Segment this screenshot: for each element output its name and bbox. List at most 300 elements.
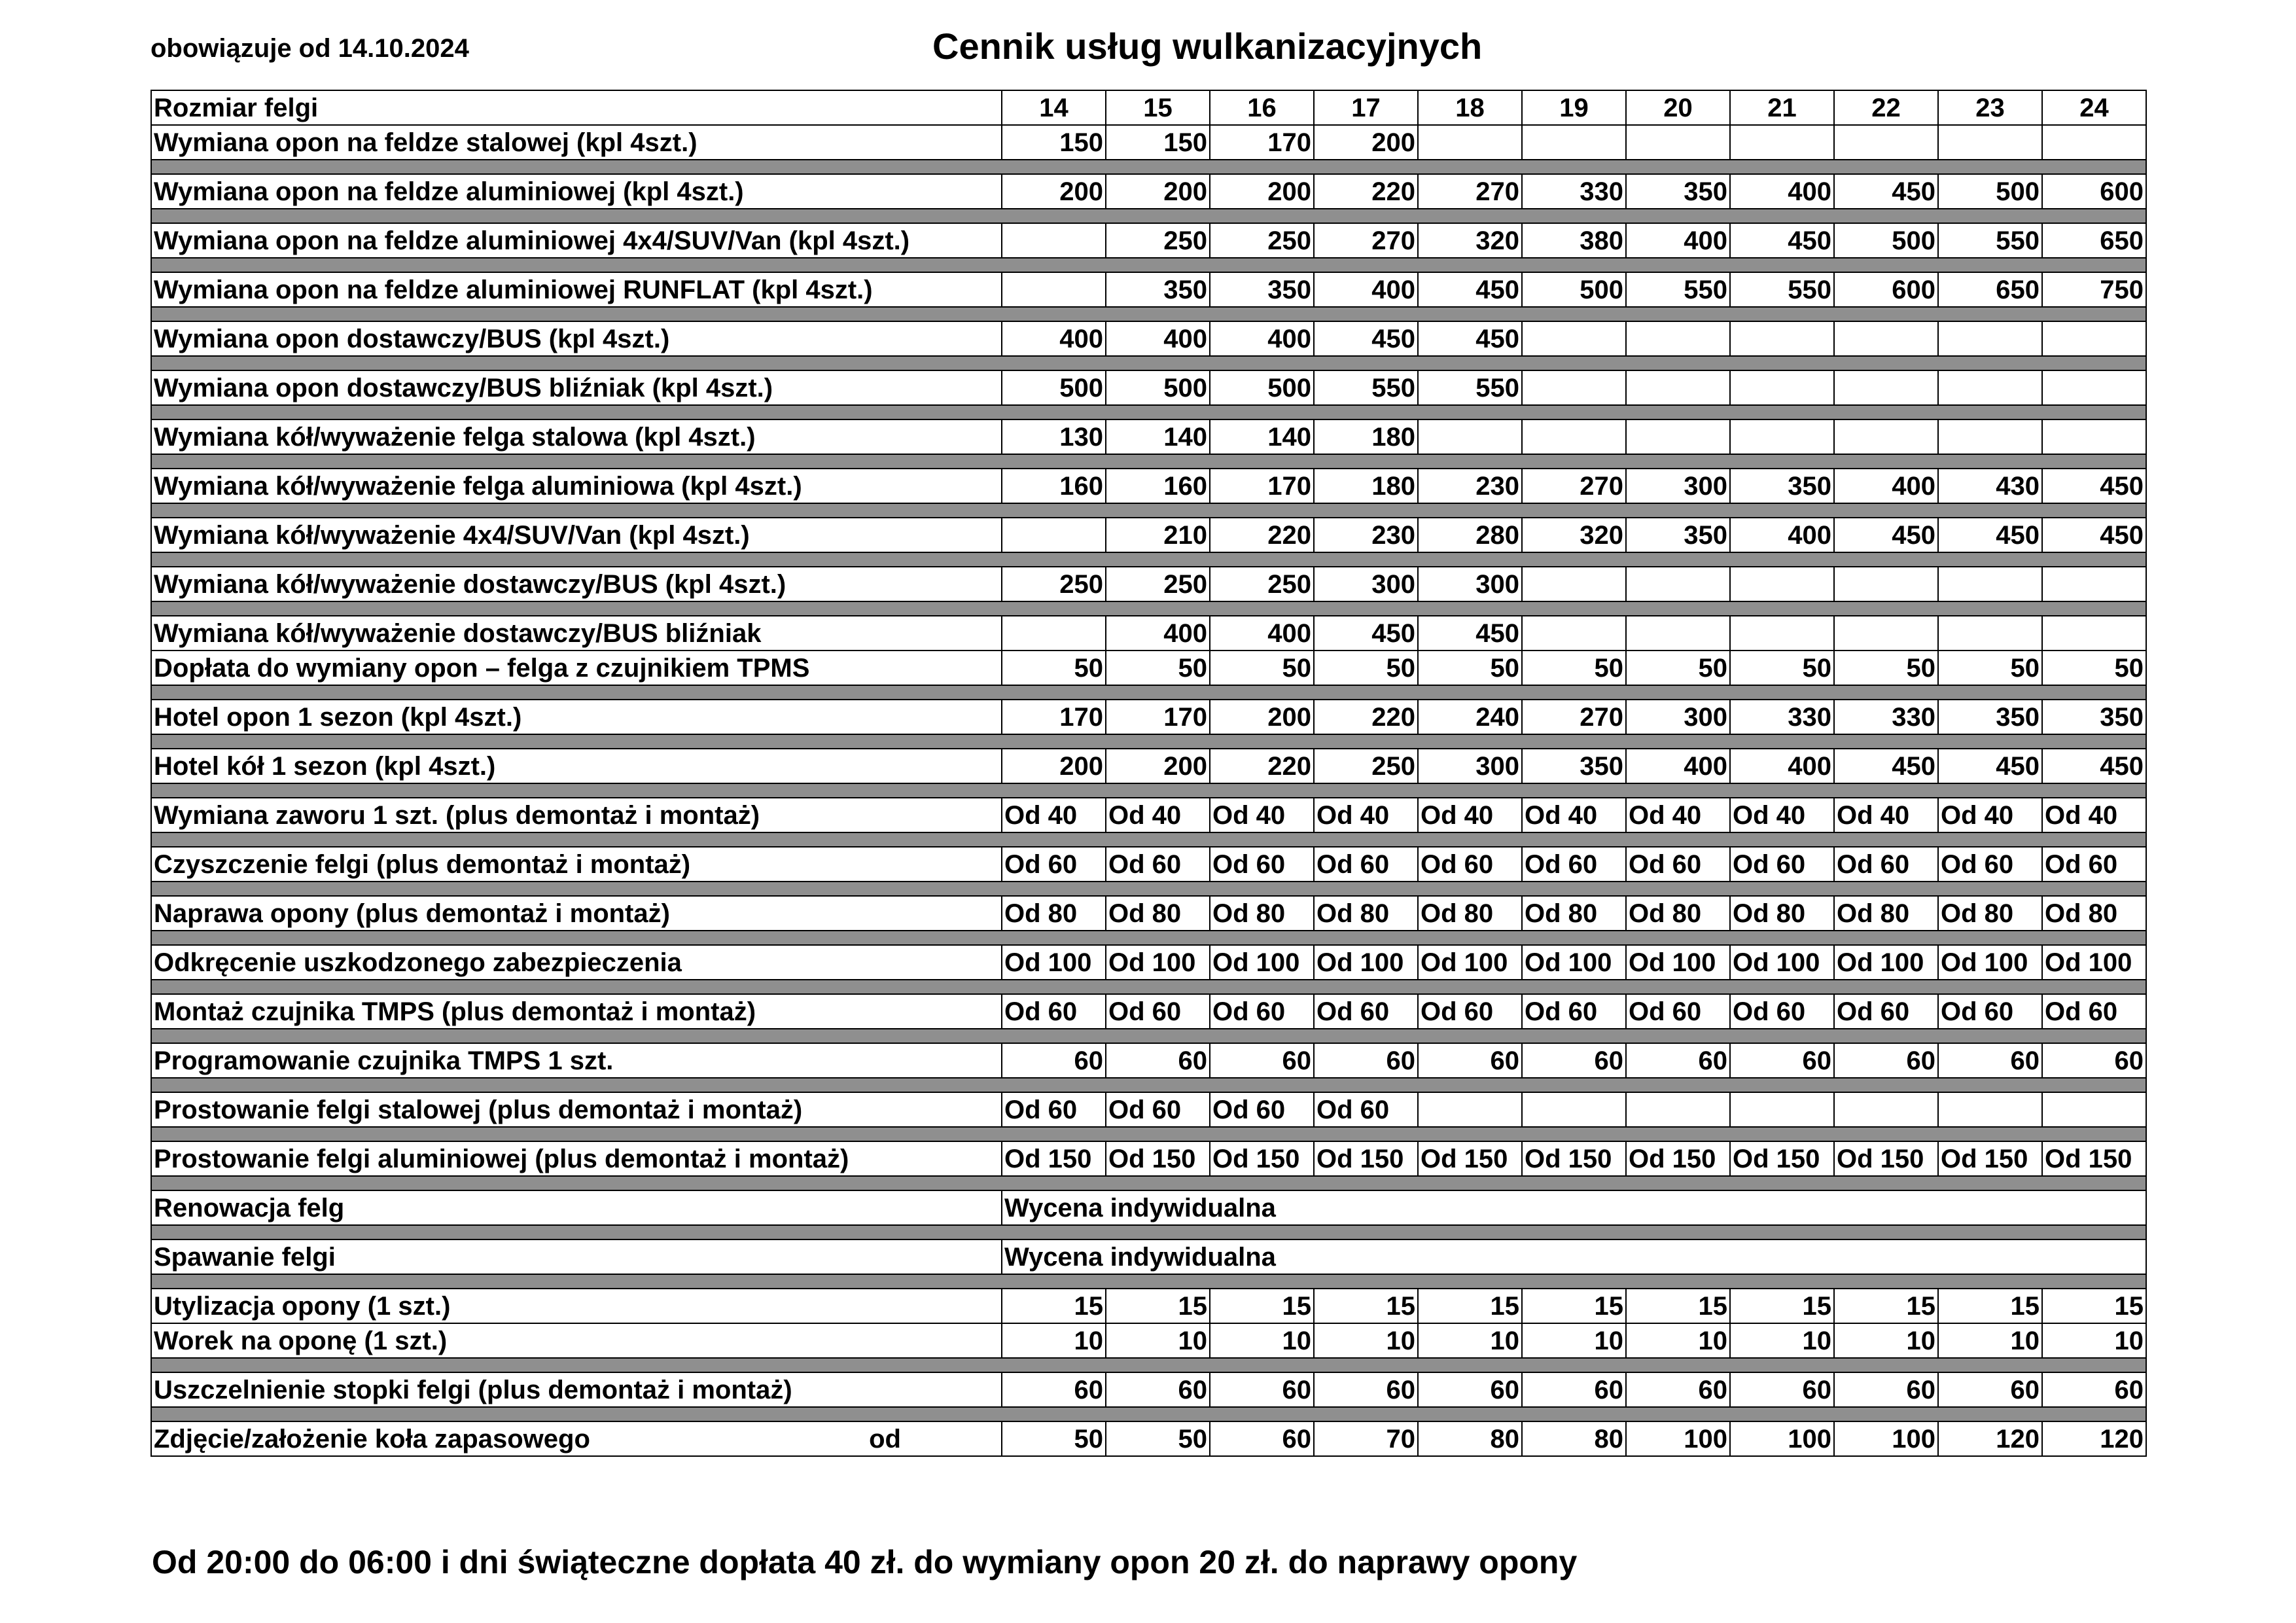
price-cell: 60 xyxy=(1730,1372,1834,1407)
price-cell: Od 60 xyxy=(1002,847,1106,882)
table-row xyxy=(151,419,2146,454)
price-cell xyxy=(1730,125,1834,160)
price-table-body xyxy=(151,90,2146,1456)
price-cell: 140 xyxy=(1106,419,1210,454)
price-cell: 10 xyxy=(2042,1323,2146,1358)
price-cell: Od 100 xyxy=(1106,945,1210,980)
price-cell xyxy=(2042,1092,2146,1127)
price-cell: 300 xyxy=(1314,567,1418,601)
service-label: Montaż czujnika TMPS (plus demontaż i montaż) xyxy=(151,994,1002,1029)
price-cell: Od 150 xyxy=(1418,1141,1522,1176)
price-cell: Od 80 xyxy=(1418,896,1522,931)
price-cell xyxy=(1418,1092,1522,1127)
price-cell: 550 xyxy=(1938,223,2042,258)
price-cell: Od 100 xyxy=(1730,945,1834,980)
price-cell: 50 xyxy=(1314,651,1418,685)
price-cell: Od 100 xyxy=(1522,945,1626,980)
price-cell: 15 xyxy=(1626,1289,1730,1323)
price-cell: 350 xyxy=(1106,272,1210,307)
price-cell: Od 150 xyxy=(2042,1141,2146,1176)
price-cell: 10 xyxy=(1834,1323,1938,1358)
valid-from-date: obowiązuje od 14.10.2024 xyxy=(150,34,469,63)
price-cell: 10 xyxy=(1626,1323,1730,1358)
price-cell: Od 150 xyxy=(1106,1141,1210,1176)
price-cell xyxy=(1002,518,1106,552)
price-cell xyxy=(2042,125,2146,160)
row-separator xyxy=(151,685,2146,700)
row-separator-bar xyxy=(151,980,2146,994)
price-cell: 150 xyxy=(1106,125,1210,160)
price-cell: Od 60 xyxy=(1834,847,1938,882)
price-cell xyxy=(1626,616,1730,651)
price-cell: Od 40 xyxy=(1938,798,2042,832)
table-row xyxy=(151,1289,2146,1323)
service-label: Wymiana zaworu 1 szt. (plus demontaż i montaż) xyxy=(151,798,1002,832)
table-row xyxy=(151,174,2146,209)
price-cell: 430 xyxy=(1938,469,2042,503)
header-size: 14 xyxy=(1002,90,1106,125)
price-cell: Od 60 xyxy=(2042,994,2146,1029)
price-cell: Od 100 xyxy=(1418,945,1522,980)
price-cell: 100 xyxy=(1834,1421,1938,1456)
price-cell-individual: Wycena indywidualna xyxy=(1002,1240,2146,1274)
price-cell: Od 60 xyxy=(2042,847,2146,882)
table-row xyxy=(151,1372,2146,1407)
price-cell xyxy=(1418,419,1522,454)
price-cell: 250 xyxy=(1314,749,1418,783)
price-cell: 350 xyxy=(1626,518,1730,552)
table-row xyxy=(151,651,2146,685)
price-cell xyxy=(1730,1092,1834,1127)
price-cell: 250 xyxy=(1002,567,1106,601)
price-cell: 120 xyxy=(2042,1421,2146,1456)
price-cell: Od 40 xyxy=(1522,798,1626,832)
price-cell: 300 xyxy=(1418,567,1522,601)
header-size: 23 xyxy=(1938,90,2042,125)
price-cell xyxy=(1626,419,1730,454)
price-cell: 400 xyxy=(1730,749,1834,783)
row-separator-bar xyxy=(151,783,2146,798)
price-cell: 50 xyxy=(1210,651,1314,685)
row-separator xyxy=(151,734,2146,749)
row-separator-bar xyxy=(151,1176,2146,1190)
price-cell xyxy=(2042,321,2146,356)
row-separator xyxy=(151,601,2146,616)
price-cell: Od 150 xyxy=(1002,1141,1106,1176)
service-label: Wymiana opon na feldze stalowej (kpl 4szt.) xyxy=(151,125,1002,160)
price-cell: 270 xyxy=(1522,469,1626,503)
price-cell: Od 150 xyxy=(1938,1141,2042,1176)
service-label: Wymiana kół/wyważenie dostawczy/BUS bliźniak xyxy=(151,616,1002,651)
price-cell xyxy=(2042,370,2146,405)
price-cell: 50 xyxy=(1522,651,1626,685)
price-cell: 80 xyxy=(1522,1421,1626,1456)
price-cell-individual: Wycena indywidualna xyxy=(1002,1190,2146,1225)
price-cell: Od 100 xyxy=(1626,945,1730,980)
price-cell: Od 60 xyxy=(1210,1092,1314,1127)
page-title: Cennik usług wulkanizacyjnych xyxy=(932,26,1483,67)
table-row xyxy=(151,945,2146,980)
price-cell: 450 xyxy=(1938,518,2042,552)
price-cell: 60 xyxy=(1002,1372,1106,1407)
price-cell: Od 80 xyxy=(1314,896,1418,931)
price-cell: Od 80 xyxy=(1106,896,1210,931)
header-size: 16 xyxy=(1210,90,1314,125)
row-separator-bar xyxy=(151,832,2146,847)
price-cell: Od 40 xyxy=(1626,798,1730,832)
price-cell xyxy=(1834,370,1938,405)
price-cell: 15 xyxy=(1314,1289,1418,1323)
price-cell: 200 xyxy=(1314,125,1418,160)
service-label xyxy=(151,1421,1002,1456)
price-cell: 15 xyxy=(1106,1289,1210,1323)
price-cell: 300 xyxy=(1626,700,1730,734)
price-table xyxy=(150,90,2147,1457)
price-cell: 180 xyxy=(1314,419,1418,454)
header-size: 15 xyxy=(1106,90,1210,125)
price-cell: Od 60 xyxy=(1106,1092,1210,1127)
price-cell xyxy=(2042,419,2146,454)
price-cell: 320 xyxy=(1522,518,1626,552)
price-cell: 200 xyxy=(1106,749,1210,783)
price-cell: 50 xyxy=(1106,651,1210,685)
service-label: Worek na oponę (1 szt.) xyxy=(151,1323,1002,1358)
price-cell: 60 xyxy=(2042,1372,2146,1407)
row-separator xyxy=(151,1127,2146,1141)
table-row xyxy=(151,1043,2146,1078)
service-label: Wymiana kół/wyważenie felga stalowa (kpl 4szt.) xyxy=(151,419,1002,454)
table-row xyxy=(151,1421,2146,1456)
price-cell: 500 xyxy=(1938,174,2042,209)
service-label: Spawanie felgi xyxy=(151,1240,1002,1274)
price-cell: 600 xyxy=(2042,174,2146,209)
price-cell: 150 xyxy=(1002,125,1106,160)
price-cell: 330 xyxy=(1522,174,1626,209)
price-cell: 60 xyxy=(2042,1043,2146,1078)
price-cell xyxy=(1522,321,1626,356)
service-label: Prostowanie felgi stalowej (plus demontaż i montaż) xyxy=(151,1092,1002,1127)
price-cell: 450 xyxy=(1418,616,1522,651)
price-cell: 500 xyxy=(1002,370,1106,405)
price-cell: 220 xyxy=(1210,749,1314,783)
price-cell: 350 xyxy=(1522,749,1626,783)
price-cell xyxy=(1522,125,1626,160)
price-cell: Od 60 xyxy=(1418,994,1522,1029)
price-cell: 400 xyxy=(1730,518,1834,552)
price-cell: 50 xyxy=(1106,1421,1210,1456)
price-cell: Od 40 xyxy=(2042,798,2146,832)
price-cell: 450 xyxy=(2042,749,2146,783)
table-row xyxy=(151,896,2146,931)
price-cell: 650 xyxy=(1938,272,2042,307)
price-cell: 270 xyxy=(1522,700,1626,734)
row-separator xyxy=(151,209,2146,223)
price-cell: Od 60 xyxy=(1522,994,1626,1029)
price-cell: 450 xyxy=(1938,749,2042,783)
price-cell: 650 xyxy=(2042,223,2146,258)
row-separator xyxy=(151,1358,2146,1372)
price-cell xyxy=(1938,616,2042,651)
header-size: 17 xyxy=(1314,90,1418,125)
price-cell: 60 xyxy=(1938,1372,2042,1407)
price-cell xyxy=(1730,567,1834,601)
table-row xyxy=(151,1190,2146,1225)
price-cell: 200 xyxy=(1210,174,1314,209)
price-cell: 230 xyxy=(1418,469,1522,503)
price-cell: Od 60 xyxy=(1730,847,1834,882)
price-cell: 270 xyxy=(1418,174,1522,209)
price-cell xyxy=(1626,370,1730,405)
price-cell: 350 xyxy=(1626,174,1730,209)
service-label: Hotel kół 1 sezon (kpl 4szt.) xyxy=(151,749,1002,783)
price-cell: 200 xyxy=(1106,174,1210,209)
price-cell: 60 xyxy=(1002,1043,1106,1078)
price-cell: 160 xyxy=(1106,469,1210,503)
row-separator xyxy=(151,503,2146,518)
table-row xyxy=(151,223,2146,258)
price-cell: 15 xyxy=(1522,1289,1626,1323)
row-separator xyxy=(151,1029,2146,1043)
price-cell: Od 150 xyxy=(1626,1141,1730,1176)
price-cell: Od 60 xyxy=(1938,994,2042,1029)
price-cell: 100 xyxy=(1730,1421,1834,1456)
price-cell: 300 xyxy=(1626,469,1730,503)
price-cell: 60 xyxy=(1834,1043,1938,1078)
table-row xyxy=(151,616,2146,651)
service-label: Programowanie czujnika TMPS 1 szt. xyxy=(151,1043,1002,1078)
price-cell: Od 80 xyxy=(1938,896,2042,931)
price-cell: Od 40 xyxy=(1002,798,1106,832)
row-separator-bar xyxy=(151,160,2146,174)
price-cell: 400 xyxy=(1210,616,1314,651)
price-cell: Od 60 xyxy=(1626,847,1730,882)
price-cell: 250 xyxy=(1210,223,1314,258)
price-cell: Od 150 xyxy=(1834,1141,1938,1176)
price-cell: Od 80 xyxy=(1730,896,1834,931)
price-cell: 330 xyxy=(1834,700,1938,734)
price-cell xyxy=(1730,370,1834,405)
row-separator xyxy=(151,1407,2146,1421)
price-cell xyxy=(1626,321,1730,356)
service-label: Dopłata do wymiany opon – felga z czujnikiem TPMS xyxy=(151,651,1002,685)
price-cell: Od 100 xyxy=(1938,945,2042,980)
price-cell xyxy=(1522,616,1626,651)
price-cell: 180 xyxy=(1314,469,1418,503)
price-cell: 380 xyxy=(1522,223,1626,258)
price-cell: 330 xyxy=(1730,700,1834,734)
price-cell: 250 xyxy=(1210,567,1314,601)
price-cell: Od 60 xyxy=(1730,994,1834,1029)
price-cell: 450 xyxy=(1834,749,1938,783)
price-cell xyxy=(1522,1092,1626,1127)
price-cell xyxy=(1938,1092,2042,1127)
price-cell: Od 100 xyxy=(1314,945,1418,980)
header-size: 20 xyxy=(1626,90,1730,125)
row-separator xyxy=(151,980,2146,994)
table-row xyxy=(151,125,2146,160)
price-cell: Od 60 xyxy=(1210,994,1314,1029)
service-label: Wymiana opon dostawczy/BUS (kpl 4szt.) xyxy=(151,321,1002,356)
table-row xyxy=(151,567,2146,601)
price-cell: 60 xyxy=(1522,1372,1626,1407)
row-separator-bar xyxy=(151,503,2146,518)
row-separator xyxy=(151,882,2146,896)
table-row xyxy=(151,469,2146,503)
price-cell: Od 40 xyxy=(1834,798,1938,832)
row-separator xyxy=(151,832,2146,847)
price-cell: 60 xyxy=(1314,1372,1418,1407)
price-cell: 60 xyxy=(1210,1421,1314,1456)
price-cell: 15 xyxy=(1730,1289,1834,1323)
price-cell: 400 xyxy=(1002,321,1106,356)
price-cell: 130 xyxy=(1002,419,1106,454)
row-separator-bar xyxy=(151,882,2146,896)
service-label-suffix: od xyxy=(869,1424,901,1454)
price-cell xyxy=(1834,125,1938,160)
price-cell: Od 60 xyxy=(1418,847,1522,882)
price-cell: 750 xyxy=(2042,272,2146,307)
price-cell xyxy=(1938,321,2042,356)
price-cell xyxy=(1834,1092,1938,1127)
service-label: Hotel opon 1 sezon (kpl 4szt.) xyxy=(151,700,1002,734)
price-cell: 400 xyxy=(1106,616,1210,651)
price-cell: 50 xyxy=(1938,651,2042,685)
price-cell: 10 xyxy=(1314,1323,1418,1358)
price-cell: Od 40 xyxy=(1314,798,1418,832)
price-cell: Od 100 xyxy=(1210,945,1314,980)
price-cell: 10 xyxy=(1106,1323,1210,1358)
price-cell: Od 60 xyxy=(1938,847,2042,882)
price-cell: Od 60 xyxy=(1210,847,1314,882)
header-size: 19 xyxy=(1522,90,1626,125)
service-label: Renowacja felg xyxy=(151,1190,1002,1225)
price-cell xyxy=(1938,567,2042,601)
price-cell xyxy=(1834,321,1938,356)
price-cell: 450 xyxy=(2042,518,2146,552)
row-separator-bar xyxy=(151,454,2146,469)
table-row xyxy=(151,1141,2146,1176)
price-cell: 400 xyxy=(1626,223,1730,258)
price-cell: 80 xyxy=(1418,1421,1522,1456)
price-cell: 50 xyxy=(2042,651,2146,685)
price-cell: 170 xyxy=(1106,700,1210,734)
service-label: Wymiana opon na feldze aluminiowej (kpl 4szt.) xyxy=(151,174,1002,209)
price-cell: 60 xyxy=(1834,1372,1938,1407)
price-cell: Od 80 xyxy=(1626,896,1730,931)
price-cell: Od 80 xyxy=(1210,896,1314,931)
table-row xyxy=(151,749,2146,783)
price-cell: 15 xyxy=(2042,1289,2146,1323)
price-cell: 450 xyxy=(1418,321,1522,356)
price-cell: 450 xyxy=(1418,272,1522,307)
price-cell: 600 xyxy=(1834,272,1938,307)
price-cell: Od 80 xyxy=(1834,896,1938,931)
price-cell: 60 xyxy=(1106,1043,1210,1078)
price-cell: 60 xyxy=(1106,1372,1210,1407)
price-cell xyxy=(1002,616,1106,651)
price-cell: 250 xyxy=(1106,223,1210,258)
price-cell: Od 60 xyxy=(1522,847,1626,882)
row-separator-bar xyxy=(151,1358,2146,1372)
price-cell: 450 xyxy=(1834,174,1938,209)
row-separator xyxy=(151,307,2146,321)
price-cell xyxy=(2042,616,2146,651)
header-label: Rozmiar felgi xyxy=(151,90,1002,125)
price-cell: Od 60 xyxy=(1314,1092,1418,1127)
price-cell: 450 xyxy=(1314,321,1418,356)
row-separator-bar xyxy=(151,307,2146,321)
price-cell: 10 xyxy=(1730,1323,1834,1358)
price-cell xyxy=(1626,1092,1730,1127)
price-cell xyxy=(1938,125,2042,160)
price-cell: 200 xyxy=(1002,749,1106,783)
price-cell: 10 xyxy=(1938,1323,2042,1358)
table-row xyxy=(151,272,2146,307)
price-cell: 550 xyxy=(1314,370,1418,405)
price-cell: 15 xyxy=(1418,1289,1522,1323)
price-cell: 500 xyxy=(1522,272,1626,307)
price-cell: 10 xyxy=(1418,1323,1522,1358)
row-separator xyxy=(151,552,2146,567)
price-cell: 15 xyxy=(1210,1289,1314,1323)
row-separator-bar xyxy=(151,209,2146,223)
price-cell: 220 xyxy=(1314,700,1418,734)
price-cell: 60 xyxy=(1418,1043,1522,1078)
price-cell: 500 xyxy=(1834,223,1938,258)
price-cell xyxy=(1522,370,1626,405)
header-size: 21 xyxy=(1730,90,1834,125)
header-size: 22 xyxy=(1834,90,1938,125)
price-cell xyxy=(1002,223,1106,258)
price-cell: 170 xyxy=(1210,469,1314,503)
row-separator xyxy=(151,454,2146,469)
price-cell xyxy=(1834,419,1938,454)
price-cell: 350 xyxy=(2042,700,2146,734)
service-label: Wymiana opon dostawczy/BUS bliźniak (kpl 4szt.) xyxy=(151,370,1002,405)
price-cell: 60 xyxy=(1730,1043,1834,1078)
price-cell xyxy=(1522,419,1626,454)
service-label: Wymiana kół/wyważenie 4x4/SUV/Van (kpl 4szt.) xyxy=(151,518,1002,552)
row-separator xyxy=(151,356,2146,370)
price-cell: 240 xyxy=(1418,700,1522,734)
price-cell: 250 xyxy=(1106,567,1210,601)
price-cell: 120 xyxy=(1938,1421,2042,1456)
row-separator-bar xyxy=(151,685,2146,700)
price-cell: 270 xyxy=(1314,223,1418,258)
price-cell xyxy=(1834,616,1938,651)
price-cell: Od 150 xyxy=(1522,1141,1626,1176)
price-cell: 10 xyxy=(1002,1323,1106,1358)
price-cell: 50 xyxy=(1002,1421,1106,1456)
price-cell: 15 xyxy=(1938,1289,2042,1323)
service-label: Wymiana opon na feldze aluminiowej 4x4/SUV/Van (kpl 4szt.) xyxy=(151,223,1002,258)
price-cell: 400 xyxy=(1314,272,1418,307)
row-separator-bar xyxy=(151,356,2146,370)
price-cell: 60 xyxy=(1418,1372,1522,1407)
price-cell: 15 xyxy=(1834,1289,1938,1323)
price-cell: Od 60 xyxy=(1834,994,1938,1029)
price-cell: Od 150 xyxy=(1210,1141,1314,1176)
row-separator xyxy=(151,160,2146,174)
row-separator-bar xyxy=(151,405,2146,419)
price-cell: 300 xyxy=(1418,749,1522,783)
price-cell: Od 40 xyxy=(1730,798,1834,832)
price-cell: 50 xyxy=(1626,651,1730,685)
row-separator xyxy=(151,1274,2146,1289)
price-cell: 220 xyxy=(1314,174,1418,209)
price-cell: Od 40 xyxy=(1418,798,1522,832)
service-label-text: Zdjęcie/założenie koła zapasowego xyxy=(154,1424,590,1454)
